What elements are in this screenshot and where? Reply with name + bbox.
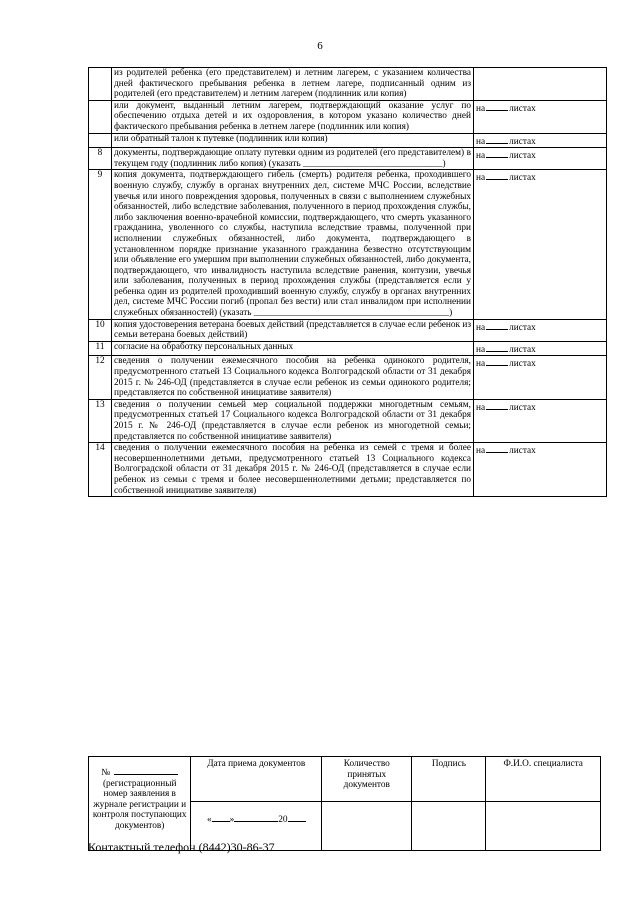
sheets-suffix: листах bbox=[509, 151, 536, 162]
document-description: или документ, выданный летним лагерем, подтверждающий оказание услуг по обеспечению отдыха детей и их оздоровления, в котором указано количество дней фактического пребывания ребенка в летнем лагере (подлинник или копия) bbox=[112, 100, 474, 133]
sheets-prefix: на bbox=[476, 103, 486, 114]
page-number: 6 bbox=[317, 40, 323, 52]
number-blank bbox=[114, 765, 178, 775]
count-field bbox=[322, 802, 412, 851]
contact-phone: Контактный телефон (8442)30-86-37 bbox=[88, 840, 275, 854]
sheets-prefix: на bbox=[476, 322, 486, 333]
sheets-blank bbox=[486, 443, 508, 453]
document-row bbox=[89, 148, 607, 170]
date-header: Дата приема документов bbox=[191, 757, 322, 802]
sheets-count bbox=[474, 341, 607, 356]
document-description: согласие на обработку персональных данных bbox=[112, 341, 474, 356]
document-description: или обратный талон к путевке (подлинник или копия) bbox=[112, 133, 474, 148]
sheets-prefix: на bbox=[476, 446, 486, 457]
document-row bbox=[89, 100, 607, 133]
document-description: копия документа, подтверждающего гибель (смерть) родителя ребенка, проходившего военную службу, службу в органах внутренних дел, системе МЧС России, вследствие увечья или иного повреждения здоровья, полученных в связи с выполнением служебных обязанностей, либо вследствие заболевания, полученного в период прохождения службы, либо заключения военно-врачебной комиссии, подтверждающего, что смерть указанного гражданина, уволенного со службы, наступила вследствие травмы, полученной при исполнении служебных обязанностей, либо документа, подтверждающего в установленном порядке признание указанного гражданина безвестно отсутствующим или объявление его умершим при выполнении служебных обязанностей, либо документа, подтверждающего, что инвалидность наступила вследствие ранения, контузии, увечья или заболевания, полученных в период прохождения службы (представляется если у ребенка один из родителей проходивший военную службу, службу в органах внутренних дел, системе МЧС России погиб (пропал без вести) или стал инвалидом при исполнении служебных обязанностей) (указать __________________________________________) bbox=[112, 170, 474, 319]
number-sign: № bbox=[101, 768, 111, 778]
sheets-blank bbox=[486, 148, 508, 158]
document-description: сведения о получении семьей мер социальной поддержки многодетным семьям, предусмотренных статьей 17 Социального кодекса Волгоградской области от 31 декабря 2015 г. № 246-ОД (представляется в случае если ребенок из многодетной семьи; представляется по собственной инициативе заявителя) bbox=[112, 399, 474, 442]
sheets-prefix: на bbox=[476, 344, 486, 355]
registration-table bbox=[88, 756, 601, 851]
count-header: Количество принятых документов bbox=[322, 757, 412, 802]
document-description: документы, подтверждающие оплату путевки одним из родителей (его представителем) в текущем году (подлинник либо копия) (указать ______________________________) bbox=[112, 148, 474, 170]
sheets-blank bbox=[486, 356, 508, 366]
documents-table bbox=[88, 67, 607, 497]
specialist-name-field bbox=[486, 802, 601, 851]
signature-header: Подпись bbox=[412, 757, 486, 802]
document-row bbox=[89, 399, 607, 442]
sheets-prefix: на bbox=[476, 173, 486, 184]
sheets-suffix: листах bbox=[509, 136, 536, 147]
sheets-suffix: листах bbox=[509, 103, 536, 114]
row-number: 14 bbox=[89, 443, 112, 497]
sheets-count bbox=[474, 100, 607, 133]
sheets-count bbox=[474, 133, 607, 148]
sheets-count bbox=[474, 319, 607, 341]
specialist-name-header: Ф.И.О. специалиста bbox=[486, 757, 601, 802]
row-number bbox=[89, 100, 112, 133]
sheets-prefix: на bbox=[476, 402, 486, 413]
sheets-count bbox=[474, 68, 607, 101]
date-field: « » 20 bbox=[191, 802, 322, 851]
sheets-count bbox=[474, 399, 607, 442]
sheets-suffix: листах bbox=[509, 173, 536, 184]
sheets-suffix: листах bbox=[509, 446, 536, 457]
sheets-suffix: листах bbox=[509, 359, 536, 370]
document-row bbox=[89, 356, 607, 399]
row-number bbox=[89, 133, 112, 148]
sheets-blank bbox=[486, 400, 508, 410]
sheets-count bbox=[474, 170, 607, 319]
sheets-prefix: на bbox=[476, 359, 486, 370]
document-row bbox=[89, 68, 607, 101]
sheets-prefix: на bbox=[476, 136, 486, 147]
document-description: сведения о получении ежемесячного пособия на ребенка одинокого родителя, предусмотренного статьей 13 Социального кодекса Волгоградской области от 31 декабря 2015 г. № 246-ОД (представляется в случае если ребенок из семьи одинокого родителя; представляется по собственной инициативе заявителя) bbox=[112, 356, 474, 399]
document-row bbox=[89, 443, 607, 497]
sheets-count bbox=[474, 148, 607, 170]
sheets-count bbox=[474, 443, 607, 497]
registration-number-cell bbox=[89, 757, 191, 851]
row-number: 12 bbox=[89, 356, 112, 399]
document-description: сведения о получении ежемесячного пособия на ребенка из семей с тремя и более несовершеннолетними детьми, предусмотренного статьей 13 Социального кодекса Волгоградской области от 31 декабря 2015 г. № 246-ОД (представляется в случае если ребенок из семьи с тремя и более несовершеннолетними детьми; представляется по собственной инициативе заявителя) bbox=[112, 443, 474, 497]
document-row bbox=[89, 341, 607, 356]
row-number: 10 bbox=[89, 319, 112, 341]
row-number: 8 bbox=[89, 148, 112, 170]
row-number: 11 bbox=[89, 341, 112, 356]
row-number: 9 bbox=[89, 170, 112, 319]
sheets-blank bbox=[486, 134, 508, 144]
signature-field bbox=[412, 802, 486, 851]
sheets-blank bbox=[486, 342, 508, 352]
sheets-suffix: листах bbox=[509, 322, 536, 333]
row-number: 13 bbox=[89, 399, 112, 442]
sheets-blank bbox=[486, 320, 508, 330]
document-description: копия удостоверения ветерана боевых действий (представляется в случае если ребенок из семьи ветерана боевых действий) bbox=[112, 319, 474, 341]
row-number bbox=[89, 68, 112, 101]
document-row bbox=[89, 170, 607, 319]
sheets-suffix: листах bbox=[509, 402, 536, 413]
sheets-blank bbox=[486, 101, 508, 111]
date-year: 20 bbox=[278, 815, 288, 825]
number-caption: (регистрационный номер заявления в журнале регистрации и контроля поступающих документов) bbox=[92, 778, 187, 831]
sheets-count bbox=[474, 356, 607, 399]
sheets-suffix: листах bbox=[509, 344, 536, 355]
document-row bbox=[89, 319, 607, 341]
document-description: из родителей ребенка (его представителем) и летним лагерем, с указанием количества дней фактического пребывания ребенка в летнем лагере, подписанный одним из родителей (его представителем) и летним лагерем (подлинник или копия) bbox=[112, 68, 474, 101]
document-row bbox=[89, 133, 607, 148]
sheets-prefix: на bbox=[476, 151, 486, 162]
sheets-blank bbox=[486, 170, 508, 180]
